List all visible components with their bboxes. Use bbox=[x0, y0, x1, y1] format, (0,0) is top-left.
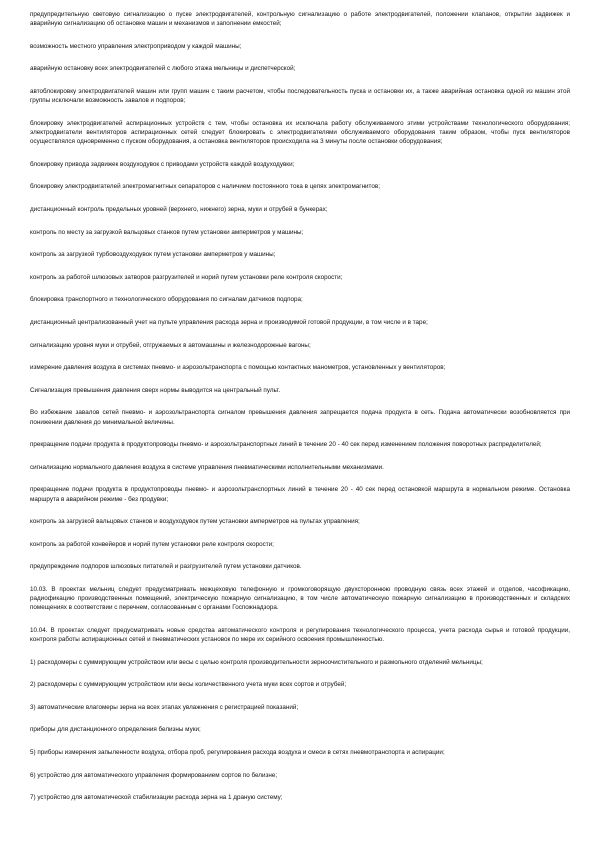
list-item-3: 3) автоматические влагомеры зерна на всех этапах увлажнения с регистрацией показаний; bbox=[30, 703, 299, 711]
paragraph-signaling: предупредительную световую сигнализацию о пуске электродвигателей, контрольную сигнализацию о работе электродвигателей, положении клапанов, открытии задвижек и аварийную сигнализацию об остановке машин и механизмов и заполнении емкостей; bbox=[30, 11, 570, 28]
paragraph-section-10-04: 10.04. В проектах следует предусматривать новые средства автоматического контроля и регулирования технологического процесса, учета расхода сырья и готовой продукции, контроля работы аспирационных сетей и пневматических установок по мере их серийного освоения промышленностью. bbox=[30, 626, 570, 644]
paragraph-turboblower-load: контроль за загрузкой турбовоздуходувок путем установки амперметров у машины; bbox=[30, 251, 276, 259]
paragraph-backup-sensors: блокировка транспортного и технологического оборудования по сигналам датчиков подпора; bbox=[30, 296, 303, 304]
paragraph-route-stop: прекращение подачи продукта в продуктопроводы пневмо- и аэрозольтранспортных линий в течение 20 - 40 сек перед остановкой маршрута в нормальном режиме. Остановка маршрута в аварийном режиме - без продувки; bbox=[30, 486, 570, 503]
paragraph-roller-load: контроль по месту за загрузкой вальцовых станков путем установки амперметров у машины; bbox=[30, 228, 304, 236]
paragraph-central-accounting: дистанционный централизованный учет на пульте управления расхода зерна и производимой готовой продукции, в том числе и в таре; bbox=[30, 318, 428, 326]
paragraph-conveyor-speed: контроль за работой конвейеров и норий путем установки реле контроля скорости; bbox=[30, 540, 274, 548]
list-item-6: 6) устройство для автоматического управления формированием сортов по белизне; bbox=[30, 771, 278, 779]
paragraph-air-normal: сигнализацию нормального давления воздуха в системе управления пневматическими исполнительными механизмами. bbox=[30, 463, 384, 471]
paragraph-separators: блокировку электродвигателей электромагнитных сепараторов с наличием постоянного тока в цепях электромагнитов; bbox=[30, 183, 380, 191]
paragraph-blower-valves: блокировку привода задвижек воздуходувок с приводами устройств каждой воздуходувки; bbox=[30, 160, 295, 168]
paragraph-pressure-alarm: Сигнализация превышения давления сверх нормы выводится на центральный пульт. bbox=[30, 386, 281, 394]
paragraph-autolock: автоблокировку электродвигателей машин или групп машин с таким расчетом, чтобы последовательность пуска и остановки их, а также аварийная остановка одной из машин этой группы исключали возможность завалов и подпоров; bbox=[30, 87, 570, 105]
list-item-5: 5) приборы измерения запыленности воздуха, отбора проб, регулирования расхода воздуха и смеси в сетях пневмотранспорта и аспирации; bbox=[30, 749, 445, 757]
list-item-2: 2) расходомеры с суммирующим устройством или весы количественного учета муки всех сортов и отрубей; bbox=[30, 681, 347, 689]
list-item-1: 1) расходомеры с суммирующим устройством или весы с целью контроля производительности зерноочистительного и размольного отделений мельницы; bbox=[30, 658, 483, 666]
paragraph-emergency-stop: аварийную остановку всех электродвигателей с любого этажа мельницы и диспетчерской; bbox=[30, 65, 296, 73]
paragraph-airlock-speed: контроль за работой шлюзовых затворов разгрузителей и норий путем установки реле контроля скорости; bbox=[30, 273, 343, 281]
paragraph-pressure-measure: измерение давления воздуха в системах пневмо- и аэрозольтранспорта с помощью контактных манометров, установленных у вентиляторов; bbox=[30, 364, 446, 372]
paragraph-loading-level: сигнализацию уровня муки и отрубей, отгружаемых в автомашины и железнодорожные вагоны; bbox=[30, 341, 311, 349]
paragraph-bin-levels: дистанционный контроль предельных уровней (верхнего, нижнего) зерна, муки и отрубей в бункерах; bbox=[30, 205, 328, 213]
list-item-7: 7) устройство для автоматической стабилизации расхода зерна на 1 драную систему; bbox=[30, 794, 283, 802]
paragraph-switch-stop: прекращение подачи продукта в продуктопроводы пневмо- и аэрозольтранспортных линий в течение 20 - 40 сек перед изменением положения поворотных распределителей; bbox=[30, 441, 542, 449]
list-item-4: приборы для дистанционного определения белизны муки; bbox=[30, 726, 201, 734]
paragraph-feeder-sensors: предупреждение подпоров шлюзовых питателей и разгрузителей путем установки датчиков. bbox=[30, 563, 302, 571]
paragraph-section-10-03: 10.03. В проектах мельниц следует предусматривать межцеховую телефонную и громкоговорящую двухстороннюю проводную связь всех этажей и отделов, часофикацию, радиофикацию производственных помещений, электрическую пожарную сигнализацию, в том числе автоматическую пожарную сигнализацию в производственных и складских помещениях в соответствии с перечнем, согласованным с органами Госпожнадзора. bbox=[30, 585, 570, 612]
paragraph-aspiration-lock: блокировку электродвигателей аспирационных устройств с тем, чтобы остановка их исключала работу обслуживаемого этими устройствами технологического оборудования; электродвигатели вентиляторов аспирационных сетей следует блокировать с электродвигателями обслуживаемого оборудования таким образом, чтобы пуск вентиляторов осуществлялся одновременно с пуском оборудования, а остановка вентиляторов происходила на 3 минуты после остановки оборудования; bbox=[30, 119, 570, 146]
document-page bbox=[30, 10, 570, 816]
paragraph-local-control: возможность местного управления электроприводом у каждой машины; bbox=[30, 42, 242, 50]
paragraph-ammeters-panel: контроль за загрузкой вальцовых станков и воздуходувок путем установки амперметров на пультах управления; bbox=[30, 518, 360, 526]
paragraph-blockage-prevention: Во избежание завалов сетей пневмо- и аэрозольтранспорта сигналом превышения давления запрещается подача продукта в сеть. Подача автоматически возобновляется при понижении давления до минимальной величины. bbox=[30, 409, 570, 426]
